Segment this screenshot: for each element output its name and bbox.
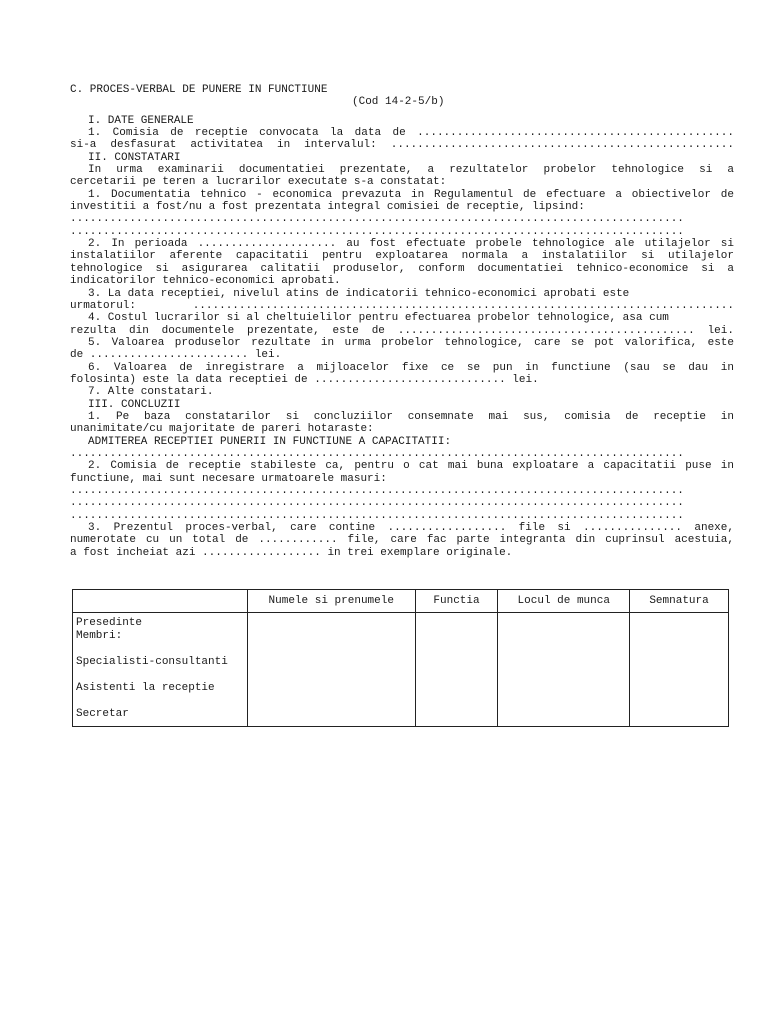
signature-table bbox=[72, 589, 729, 727]
name-cell[interactable] bbox=[247, 613, 415, 727]
text-line: 2. Comisia de receptie stabileste ca, pentru o cat mai buna exploatare a capacitatii puse in bbox=[88, 460, 734, 473]
dotted-line: ............................................................................................. bbox=[70, 509, 684, 522]
text-line: 3. La data receptiei, nivelul atins de indicatorii tehnico-economici aprobati este bbox=[88, 287, 630, 300]
text-line: tehnologice si asigurarea calitatii produselor, conform documentatiei tehnico-economice si a bbox=[70, 262, 734, 275]
document-title: C. PROCES-VERBAL DE PUNERE IN FUNCTIUNE bbox=[70, 84, 328, 96]
text-line: instalatiilor aferente capacitatii pentru exploatarea normala a instalatiilor si utilajelor bbox=[70, 250, 734, 263]
text-line: 1. Documentatia tehnico - economica prevazuta in Regulamentul de efectuare a obiectivelor de bbox=[88, 188, 734, 201]
text-line: investitii a fost/nu a fost prezentata integral comisiei de receptie, lipsind: bbox=[70, 201, 585, 214]
dotted-line: ............................................................................................. bbox=[70, 213, 684, 226]
document-body bbox=[70, 84, 734, 559]
text-line: urmatorul: .................................................................................. bbox=[70, 299, 734, 312]
text-line: 5. Valoarea produselor rezultate in urma probelor tehnologice, care se pot valorifica, este bbox=[88, 336, 734, 349]
section-heading: I. DATE GENERALE bbox=[88, 114, 194, 127]
dotted-line: ............................................................................................. bbox=[70, 447, 684, 460]
text-line: 3. Prezentul proces-verbal, care contine .................. file si ............... anexe, bbox=[88, 522, 734, 535]
workplace-cell[interactable] bbox=[498, 613, 630, 727]
text-line: 7. Alte constatari. bbox=[88, 386, 214, 399]
text-line: indicatorilor tehnico-economici aprobati. bbox=[70, 275, 341, 288]
table-header-cell: Semnatura bbox=[630, 590, 729, 613]
text-line: cercetarii pe teren a lucrarilor executate s-a constatat: bbox=[70, 176, 447, 189]
table-header-cell: Numele si prenumele bbox=[247, 590, 415, 613]
role-label: Specialisti-consultanti bbox=[76, 656, 228, 668]
text-line: si-a desfasurat activitatea in intervalul: .................................................... bbox=[70, 139, 734, 152]
text-line: 2. In perioada ..................... au fost efectuate probele tehnologice ale utilajelor si bbox=[88, 238, 734, 251]
text-line: functiune, mai sunt necesare urmatoarele masuri: bbox=[70, 472, 387, 485]
text-line: 1. Pe baza constatarilor si concluziilor consemnate mai sus, comisia de receptie in bbox=[88, 410, 734, 423]
role-label: Membri: bbox=[76, 630, 123, 642]
text-line: folosinta) este la data receptiei de ............................. lei. bbox=[70, 373, 539, 386]
document-code: (Cod 14-2-5/b) bbox=[352, 96, 445, 109]
dotted-line: ............................................................................................. bbox=[70, 485, 684, 497]
signature-cell[interactable] bbox=[630, 613, 729, 727]
table-header-cell bbox=[73, 590, 248, 613]
text-line: In urma examinarii documentatiei prezentate, a rezultatelor probelor tehnologice si a bbox=[88, 164, 734, 177]
table-header-cell: Locul de munca bbox=[498, 590, 630, 613]
text-line: ADMITEREA RECEPTIEI PUNERII IN FUNCTIUNE A CAPACITATII: bbox=[88, 435, 452, 448]
dotted-line: ............................................................................................. bbox=[70, 225, 684, 238]
table-header-cell: Functia bbox=[415, 590, 498, 613]
role-label: Presedinte bbox=[76, 617, 143, 629]
text-line: 4. Costul lucrarilor si al cheltuielilor pentru efectuarea probelor tehnologice, asa cum bbox=[88, 312, 669, 325]
roles-cell bbox=[73, 613, 248, 727]
section-heading: III. CONCLUZII bbox=[88, 398, 181, 411]
text-line: unanimitate/cu majoritate de pareri hotaraste: bbox=[70, 423, 374, 436]
text-line: 1. Comisia de receptie convocata la data de ................................................ bbox=[88, 127, 734, 140]
text-line: 6. Valoarea de inregistrare a mijloacelor fixe ce se pun in functiune (sau se dau in bbox=[88, 361, 734, 374]
dotted-line: ............................................................................................. bbox=[70, 497, 684, 510]
text-line: de ........................ lei. bbox=[70, 349, 282, 362]
function-cell[interactable] bbox=[415, 613, 498, 727]
role-label: Secretar bbox=[76, 708, 129, 720]
section-heading: II. CONSTATARI bbox=[88, 151, 181, 164]
role-label: Asistenti la receptie bbox=[76, 682, 215, 694]
text-line: a fost incheiat azi .................. in trei exemplare originale. bbox=[70, 546, 513, 559]
table-header-row bbox=[73, 590, 729, 613]
table-row bbox=[73, 613, 729, 727]
text-line: rezulta din documentele prezentate, este de ............................................. lei. bbox=[70, 324, 734, 337]
text-line: numerotate cu un total de ............ file, care fac parte integranta din cuprinsul acestuia, bbox=[70, 534, 734, 547]
